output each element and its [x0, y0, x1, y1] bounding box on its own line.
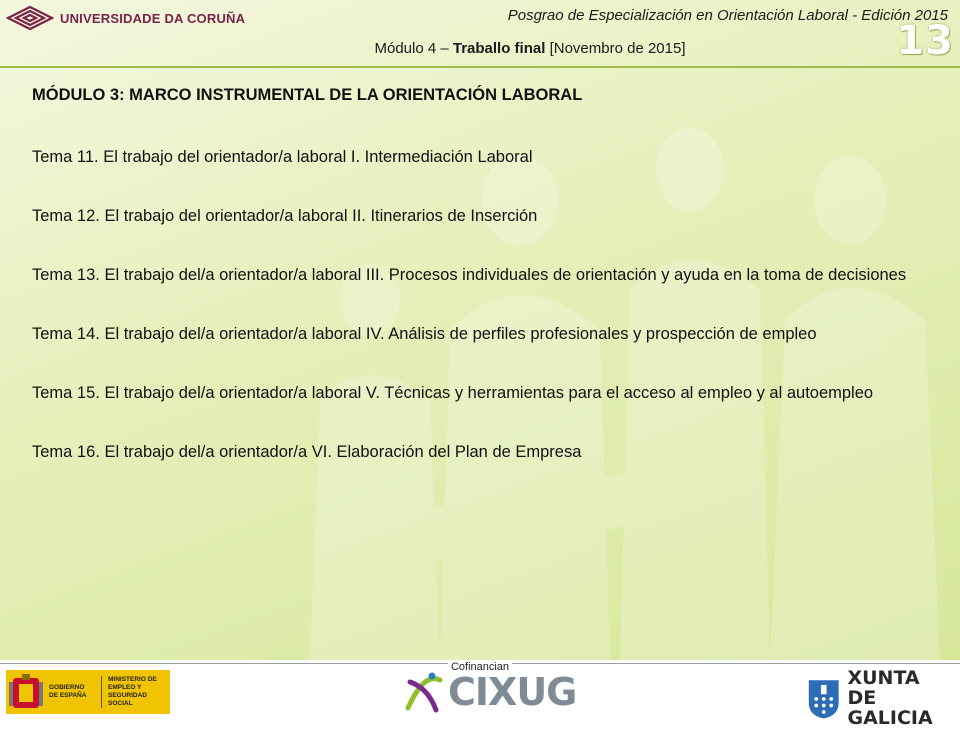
- cixug-logo: [402, 668, 576, 716]
- page-number: 13: [896, 18, 954, 64]
- module-suffix: [Novembro de 2015]: [545, 40, 686, 57]
- topic-item: Tema 12. El trabajo del orientador/a laboral II. Itinerarios de Inserción: [32, 207, 538, 225]
- sponsor-footer: [0, 660, 960, 729]
- cixug-text: CIXUG: [448, 670, 577, 714]
- topic-item: Tema 13. El trabajo del/a orientador/a laboral III. Procesos individuales de orientación y ayuda en la toma de decisiones: [32, 266, 907, 284]
- cofinancian-label: Cofinancian: [0, 655, 960, 674]
- topic-item: Tema 16. El trabajo del/a orientador/a VI. Elaboración del Plan de Empresa: [32, 443, 582, 461]
- ministerio-text: MINISTERIO DE EMPLEO Y SEGURIDAD SOCIAL: [101, 676, 170, 708]
- xunta-logo: [806, 668, 960, 728]
- module-subtitle: [0, 40, 960, 57]
- udc-logo: [6, 4, 245, 32]
- udc-logo-text: UNIVERSIDADE DA CORUÑA: [60, 10, 246, 26]
- module-bold: Traballo final: [452, 40, 546, 57]
- header-divider: [0, 66, 960, 68]
- xunta-line2: DE GALICIA: [847, 687, 933, 729]
- xunta-line1: XUNTA: [847, 667, 920, 689]
- module-prefix: Módulo 4 –: [374, 40, 453, 57]
- course-title: Posgrao de Especialización en Orientación Laboral - Edición 2015: [507, 7, 948, 24]
- xunta-shield-icon: [806, 675, 841, 721]
- topic-item: Tema 11. El trabajo del orientador/a laboral I. Intermediación Laboral: [32, 148, 533, 166]
- slide-header: [0, 0, 960, 64]
- topic-item: Tema 15. El trabajo del/a orientador/a laboral V. Técnicas y herramientas para el acceso al empleo y al autoempleo: [32, 384, 874, 402]
- xunta-text: [847, 668, 960, 728]
- slide-content: [32, 80, 944, 496]
- topic-item: Tema 14. El trabajo del/a orientador/a laboral IV. Análisis de perfiles profesionales y prospección de empleo: [32, 325, 817, 343]
- spain-coat-of-arms-icon: [9, 672, 43, 712]
- gobierno-logo: [6, 670, 170, 714]
- module-title: MÓDULO 3: MARCO INSTRUMENTAL DE LA ORIENTACIÓN LABORAL: [32, 86, 583, 104]
- udc-emblem-icon: [6, 4, 54, 32]
- gobierno-text: GOBIERNO DE ESPAÑA: [49, 684, 87, 699]
- cixug-logo-icon: [402, 668, 446, 716]
